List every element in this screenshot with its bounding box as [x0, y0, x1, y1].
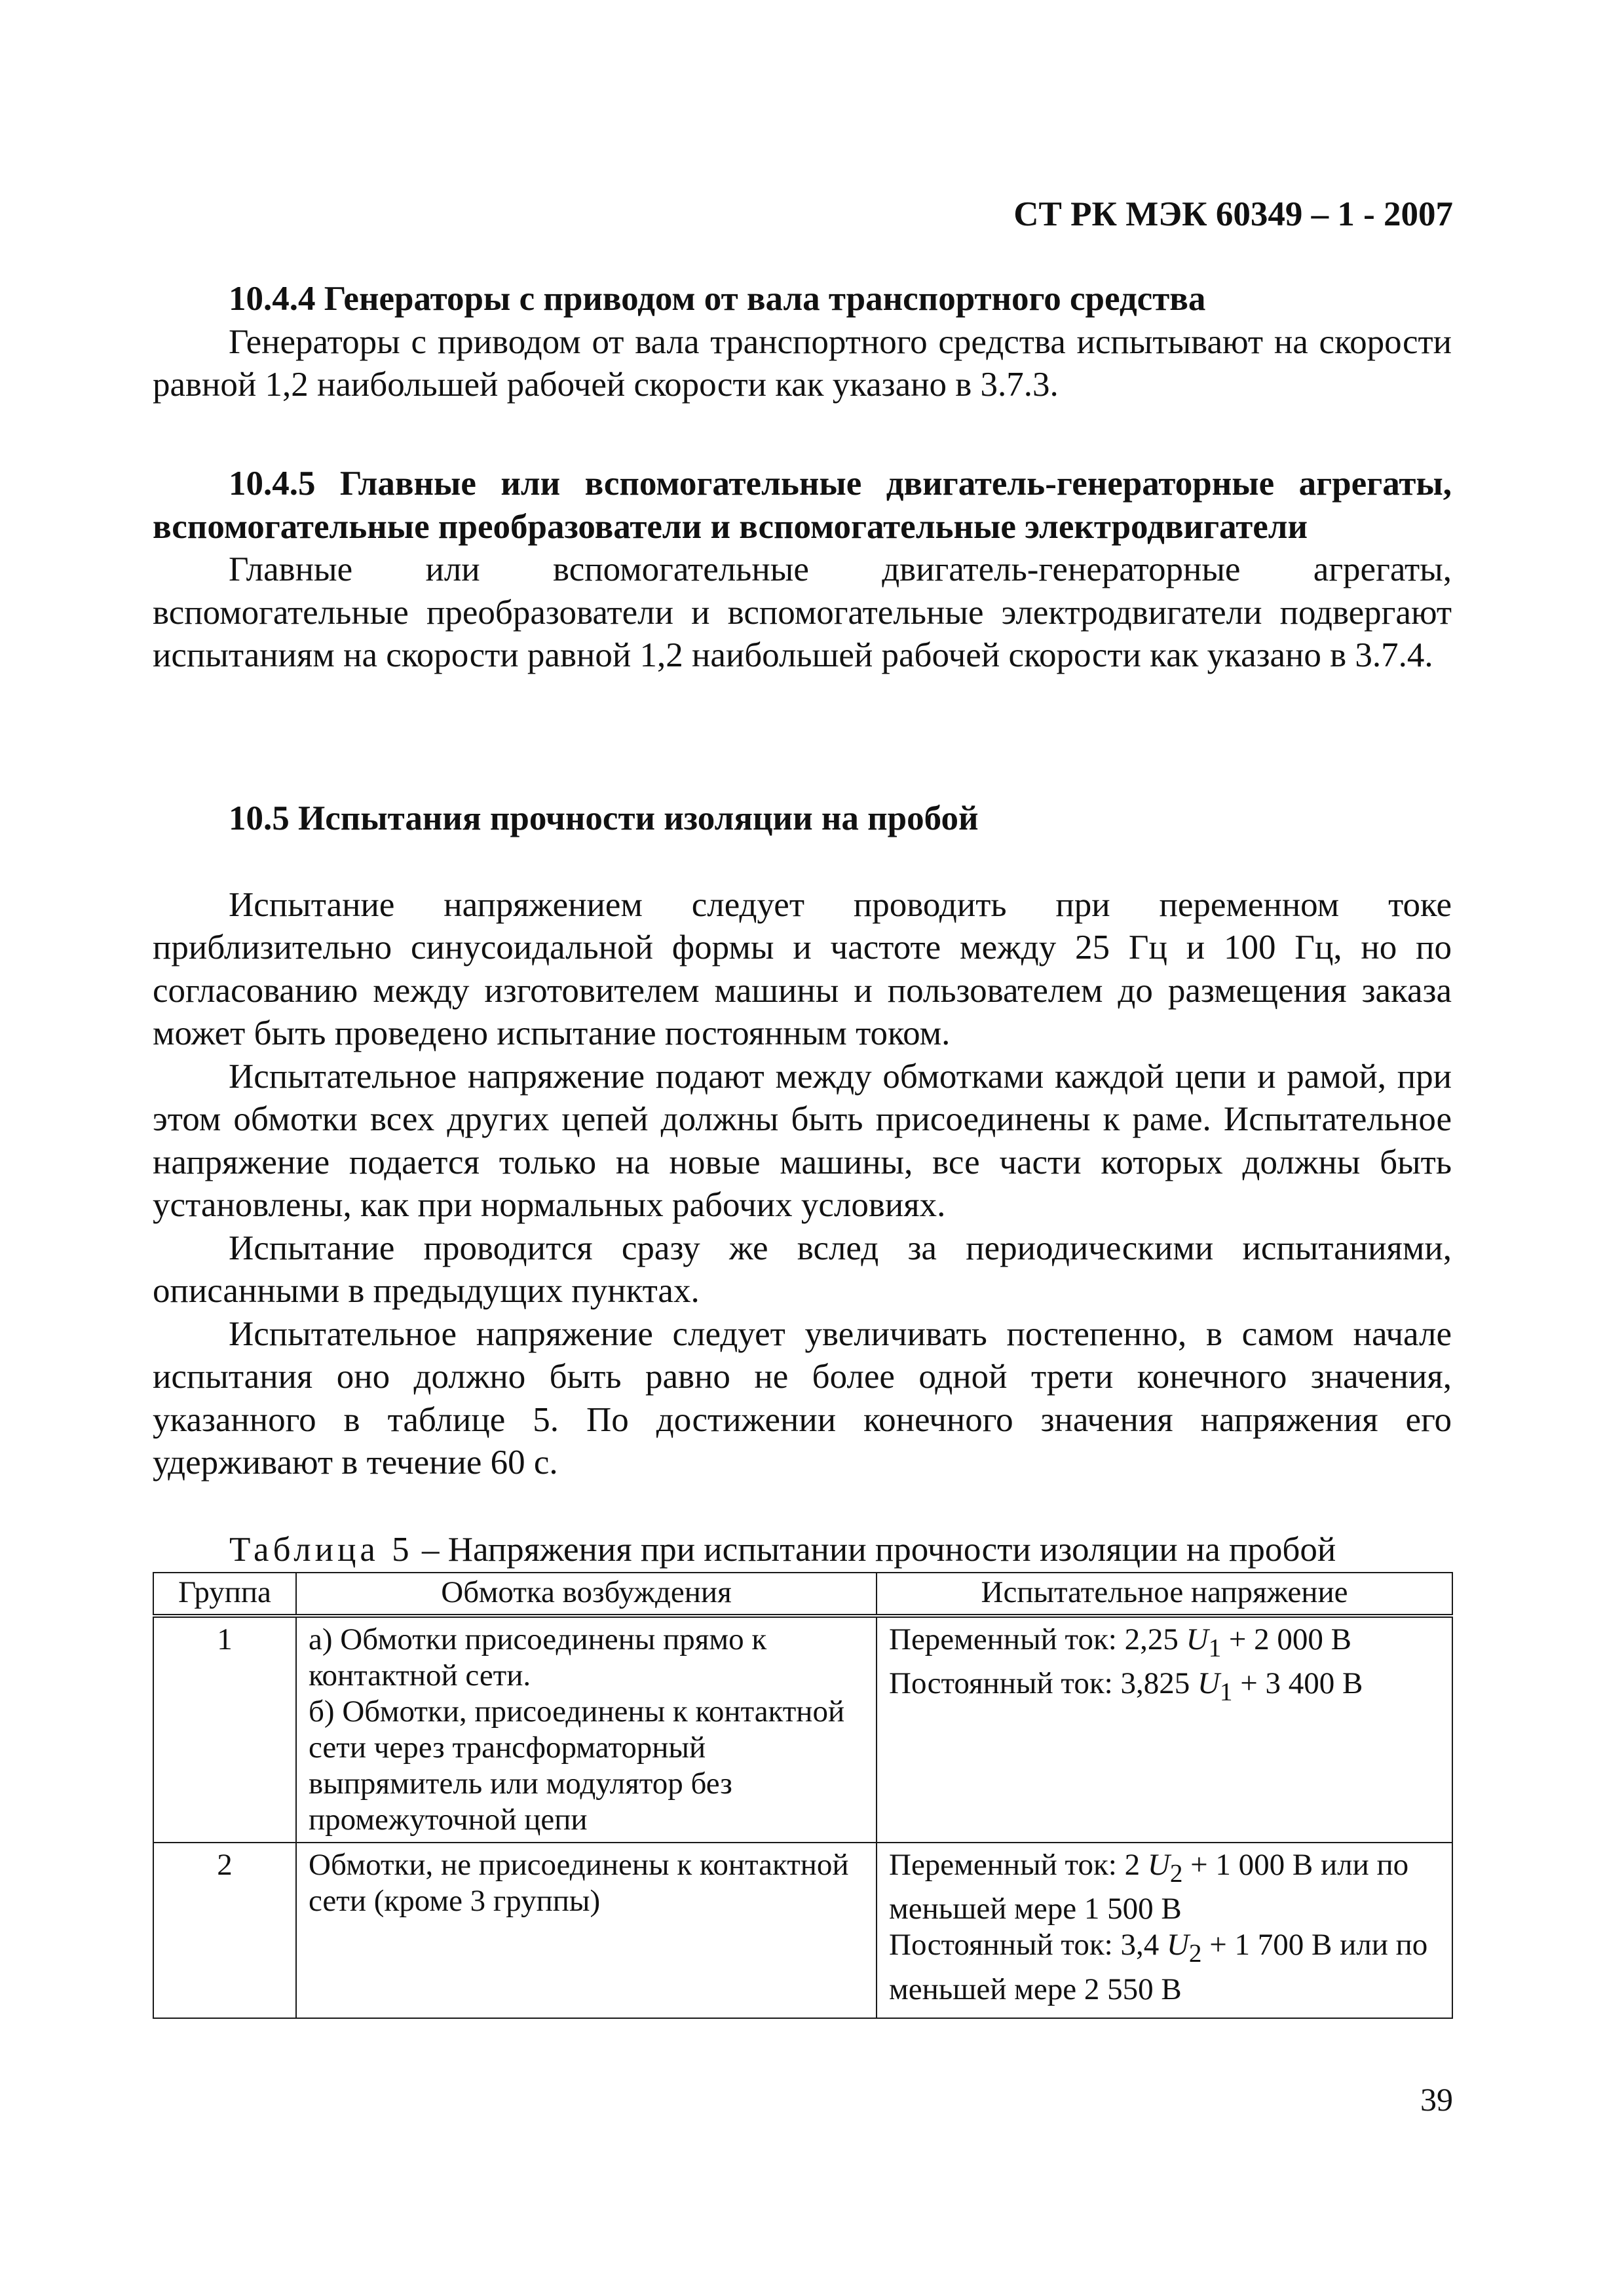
group-cell: 2 — [153, 1843, 296, 2018]
section-heading: 10.4.4 Генераторы с приводом от вала транспортного средства — [229, 280, 1206, 318]
formula-suffix: + 1 000 В или по меньшей мере 1 500 В — [889, 1848, 1409, 1926]
section-10-4-5 — [153, 463, 1452, 678]
formula-suffix: + 1 700 В или по меньшей мере 2 550 В — [889, 1928, 1428, 2006]
section-10-5 — [153, 797, 1452, 1485]
formula-variable: U — [1147, 1848, 1170, 1882]
section-heading: 10.4.5 Главные или вспомогательные двигатель-генераторные агрегаты, вспомогательные преобразователи и вспомогательные электродвигатели — [153, 465, 1452, 546]
winding-cell — [296, 1843, 877, 2018]
formula-subscript: 2 — [1169, 1859, 1183, 1888]
formula-variable: U — [1186, 1622, 1209, 1656]
formula-prefix: Постоянный ток: 3,825 — [889, 1666, 1198, 1701]
winding-cell — [296, 1616, 877, 1843]
group-cell: 1 — [153, 1616, 296, 1843]
ac-voltage-formula — [889, 1847, 1440, 1927]
formula-subscript: 1 — [1219, 1677, 1233, 1706]
section-paragraph: Испытание напряжением следует проводить при переменном токе приблизительно синусоидальной формы и частоте между 25 Гц и 100 Гц, но по согласованию между изготовителем машины и пользователем до размещения заказа может быть проведено испытание постоянным током. — [153, 885, 1452, 1052]
formula-suffix: + 3 400 В — [1232, 1666, 1363, 1701]
document-code-header: СТ РК МЭК 60349 – 1 - 2007 — [1013, 195, 1453, 233]
voltage-cell — [877, 1616, 1452, 1843]
voltage-cell — [877, 1843, 1452, 2018]
winding-option-a: а) Обмотки присоединены прямо к контактной сети. — [309, 1622, 767, 1693]
winding-option-b: б) Обмотки, присоединены к контактной сети через трансформаторный выпрямитель или модулятор без промежуточной цепи — [309, 1694, 845, 1837]
formula-suffix: + 2 000 В — [1221, 1622, 1352, 1656]
winding-description: Обмотки, не присоединены к контактной сети (кроме 3 группы) — [309, 1848, 849, 1918]
table-row — [153, 1843, 1452, 2018]
formula-variable: U — [1197, 1666, 1220, 1701]
formula-subscript: 2 — [1188, 1939, 1202, 1968]
column-header-winding: Обмотка возбуждения — [296, 1573, 877, 1616]
table-caption-text: – Напряжения при испытании прочности изоляции на пробой — [413, 1531, 1336, 1569]
section-paragraph: Главные или вспомогательные двигатель-генераторные агрегаты, вспомогательные преобразователи и вспомогательные электродвигатели подвергают испытаниям на скорости равной 1,2 наибольшей рабочей скорости как указано в 3.7.4. — [153, 550, 1452, 674]
section-heading: 10.5 Испытания прочности изоляции на пробой — [229, 799, 979, 837]
column-header-group: Группа — [153, 1573, 296, 1616]
column-header-voltage: Испытательное напряжение — [877, 1573, 1452, 1616]
section-paragraph: Испытательное напряжение подают между обмотками каждой цепи и рамой, при этом обмотки всех других цепей должны быть присоединены к раме. Испытательное напряжение подается только на новые машины, все части которых должны быть установлены, как при нормальных рабочих условиях. — [153, 1057, 1452, 1224]
formula-variable: U — [1166, 1928, 1189, 1962]
formula-subscript: 1 — [1208, 1634, 1222, 1662]
formula-prefix: Переменный ток: 2 — [889, 1848, 1148, 1882]
formula-prefix: Постоянный ток: 3,4 — [889, 1928, 1167, 1962]
ac-voltage-formula — [889, 1622, 1440, 1666]
section-paragraph: Генераторы с приводом от вала транспортного средства испытывают на скорости равной 1,2 наибольшей рабочей скорости как указано в 3.7.3. — [153, 322, 1452, 404]
dc-voltage-formula — [889, 1927, 1440, 2007]
insulation-test-table — [153, 1572, 1453, 2019]
table-caption-label: Таблица 5 — [229, 1531, 413, 1569]
section-10-4-4 — [153, 278, 1452, 407]
page-number: 39 — [1420, 2081, 1453, 2118]
table-row — [153, 1616, 1452, 1843]
formula-prefix: Переменный ток: 2,25 — [889, 1622, 1186, 1656]
table-caption — [229, 1529, 1336, 1571]
section-paragraph: Испытание проводится сразу же вслед за периодическими испытаниями, описанными в предыдущих пунктах. — [153, 1229, 1452, 1310]
table-header-row — [153, 1573, 1452, 1616]
dc-voltage-formula — [889, 1666, 1440, 1710]
section-paragraph: Испытательное напряжение следует увеличивать постепенно, в самом начале испытания оно должно быть равно не более одной трети конечного значения, указанного в таблице 5. По достижении конечного значения напряжения его удерживают в течение 60 с. — [153, 1314, 1452, 1482]
